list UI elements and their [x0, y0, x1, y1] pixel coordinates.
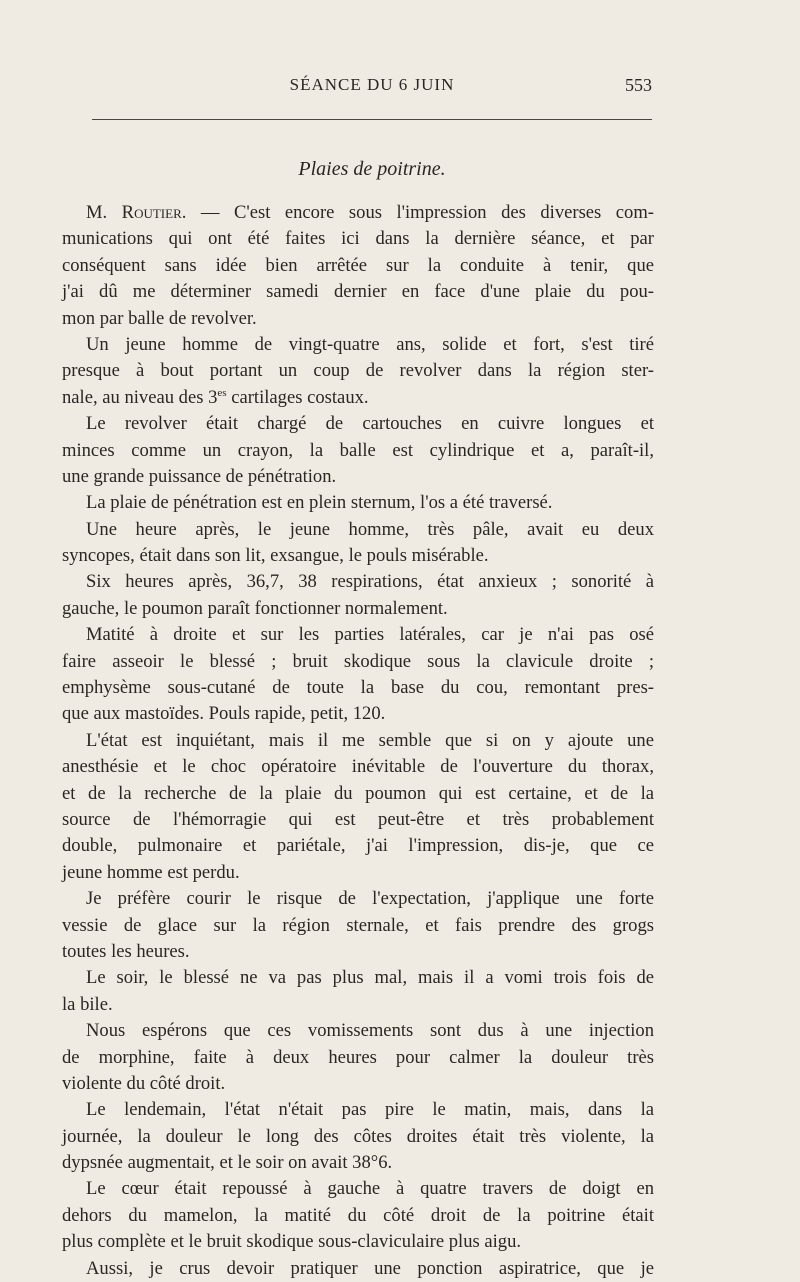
paragraph-line: plus complète et le bruit skodique sous-claviculaire plus aigu.	[62, 1231, 522, 1253]
paragraph-line: Matité à droite et sur les parties latérales, car je n'ai pas osé	[86, 624, 654, 646]
paragraph-line: dehors du mamelon, la matité du côté droit de la poitrine était	[62, 1204, 654, 1226]
paragraph-line: Un jeune homme de vingt-quatre ans, solide et fort, s'est tiré	[86, 333, 654, 355]
paragraph-line: syncopes, était dans son lit, exsangue, le pouls misérable.	[62, 545, 489, 567]
paragraph-line: une grande puissance de pénétration.	[62, 465, 337, 487]
running-title: SÉANCE DU 6 JUIN	[289, 75, 455, 94]
paragraph-line: Aussi, je crus devoir pratiquer une ponction aspiratrice, que je	[86, 1257, 654, 1279]
paragraph-line: presque à bout portant un coup de revolver dans la région ster-	[62, 360, 654, 382]
paragraph-line: j'ai dû me déterminer samedi dernier en face d'une plaie du pou-	[62, 281, 654, 303]
paragraph-line: double, pulmonaire et pariétale, j'ai l'impression, dis-je, que ce	[62, 835, 654, 857]
paragraph-line: que aux mastoïdes. Pouls rapide, petit, 120.	[62, 703, 386, 725]
paragraph-line: anesthésie et le choc opératoire inévitable de l'ouverture du thorax,	[62, 756, 654, 778]
paragraph-line: source de l'hémorragie qui est peut-être et très probablement	[62, 808, 654, 830]
speaker-name: M. Routier.	[86, 202, 187, 223]
paragraph-line: gauche, le poumon paraît fonctionner normalement.	[62, 597, 448, 619]
paragraph-line: dypsnée augmentait, et le soir on avait 38°6.	[62, 1152, 393, 1174]
paragraph-line: de morphine, faite à deux heures pour calmer la douleur très	[62, 1046, 654, 1068]
paragraph-line: nale, au niveau des $3^{es}$ cartilages costaux.	[62, 386, 369, 408]
paragraph-line: Le revolver était chargé de cartouches en cuivre longues et	[86, 413, 654, 435]
paragraph-line: journée, la douleur le long des côtes droites était très violente, la	[62, 1125, 654, 1147]
paragraph-line: Six heures après, 36,7, 38 respirations, état anxieux ; sonorité à	[86, 571, 654, 593]
paragraph-line: Le soir, le blessé ne va pas plus mal, mais il a vomi trois fois de	[86, 967, 654, 989]
section-title: Plaies de poitrine.	[298, 158, 446, 180]
header-rule	[92, 119, 652, 120]
page-number: 553	[625, 75, 652, 95]
paragraph-line: Une heure après, le jeune homme, très pâle, avait eu deux	[86, 518, 654, 540]
paragraph-line: violente du côté droit.	[62, 1072, 226, 1094]
paragraph-line: mon par balle de revolver.	[62, 307, 257, 329]
paragraph-line: jeune homme est perdu.	[62, 861, 240, 883]
paragraph-line: Le lendemain, l'état n'était pas pire le matin, mais, dans la	[86, 1099, 654, 1121]
page-header	[92, 75, 652, 105]
paragraph-line: M. Routier. — C'est encore sous l'impression des diverses com-	[86, 202, 654, 223]
paragraph-line: munications qui ont été faites ici dans la dernière séance, et par	[62, 228, 654, 250]
paragraph-line: Le cœur était repoussé à gauche à quatre travers de doigt en	[86, 1178, 654, 1200]
paragraph-line: minces comme un crayon, la balle est cylindrique et a, paraît-il,	[62, 439, 654, 461]
paragraph-line: conséquent sans idée bien arrêtée sur la conduite à tenir, que	[62, 254, 654, 276]
paragraph-line: emphysème sous-cutané de toute la base du cou, remontant pres-	[62, 677, 654, 699]
paragraph-line: toutes les heures.	[62, 940, 190, 962]
ordinal-superscript: es	[217, 386, 227, 399]
paragraph-line: L'état est inquiétant, mais il me semble que si on y ajoute une	[86, 729, 654, 751]
paragraph-line: la bile.	[62, 993, 113, 1015]
body-text	[62, 200, 654, 1282]
paragraph-line: Nous espérons que ces vomissements sont dus à une injection	[86, 1020, 654, 1042]
paragraph-line: La plaie de pénétration est en plein sternum, l'os a été traversé.	[86, 492, 553, 514]
paragraph-line: vessie de glace sur la région sternale, et fais prendre des grogs	[62, 914, 654, 936]
paragraph-line: faire asseoir le blessé ; bruit skodique sous la clavicule droite ;	[62, 650, 654, 672]
paragraph-line: et de la recherche de la plaie du poumon qui est certaine, et de la	[62, 782, 654, 804]
paragraph-line: Je préfère courir le risque de l'expectation, j'applique une forte	[86, 888, 654, 910]
